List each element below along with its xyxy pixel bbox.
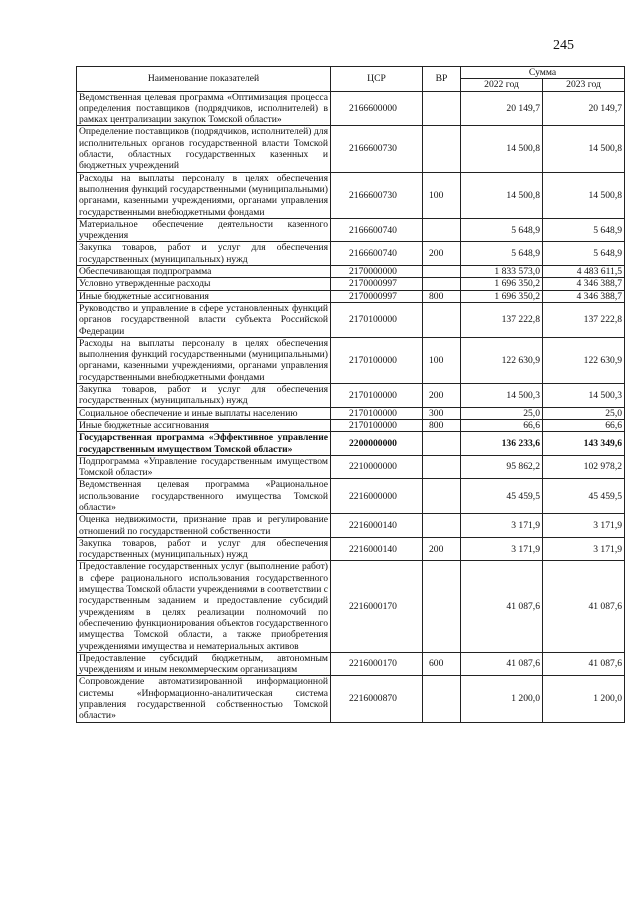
cell-csr: 2216000140 — [331, 514, 423, 538]
cell-2022: 25,0 — [461, 407, 543, 419]
cell-vr — [423, 302, 461, 337]
table-row — [77, 676, 625, 722]
header-name: Наименование показателей — [77, 67, 331, 92]
cell-csr: 2216000170 — [331, 561, 423, 652]
table-row — [77, 302, 625, 337]
cell-csr: 2166600740 — [331, 242, 423, 266]
table-row — [77, 218, 625, 242]
cell-name: Закупка товаров, работ и услуг для обеспечения государственных (муниципальных) нужд — [77, 537, 331, 561]
cell-vr: 600 — [423, 652, 461, 676]
cell-csr: 2216000870 — [331, 676, 423, 722]
cell-2022: 1 833 573,0 — [461, 266, 543, 278]
table-row — [77, 419, 625, 431]
cell-name: Государственная программа «Эффективное управление государственным имуществом Томской области» — [77, 432, 331, 456]
cell-vr: 200 — [423, 242, 461, 266]
header-year-2022: 2022 год — [461, 79, 543, 91]
cell-vr: 800 — [423, 290, 461, 302]
cell-name: Иные бюджетные ассигнования — [77, 419, 331, 431]
header-csr: ЦСР — [331, 67, 423, 92]
table-row — [77, 290, 625, 302]
cell-csr: 2210000000 — [331, 455, 423, 479]
cell-name: Руководство и управление в сфере установленных функций органов государственной власти субъекта Российской Федерации — [77, 302, 331, 337]
cell-2022: 1 696 350,2 — [461, 290, 543, 302]
table-row — [77, 455, 625, 479]
cell-2023: 137 222,8 — [543, 302, 625, 337]
header-year-2023: 2023 год — [543, 79, 625, 91]
cell-2022: 136 233,6 — [461, 432, 543, 456]
cell-2023: 1 200,0 — [543, 676, 625, 722]
cell-vr — [423, 676, 461, 722]
cell-csr: 2170000997 — [331, 290, 423, 302]
cell-name: Сопровождение автоматизированной информационной системы «Информационно-аналитическая система управления государственной собственностью Томской области» — [77, 676, 331, 722]
cell-name: Закупка товаров, работ и услуг для обеспечения государственных (муниципальных) нужд — [77, 384, 331, 408]
cell-name: Подпрограмма «Управление государственным имуществом Томской области» — [77, 455, 331, 479]
cell-2022: 122 630,9 — [461, 337, 543, 383]
cell-name: Социальное обеспечение и иные выплаты населению — [77, 407, 331, 419]
header-sum: Сумма — [461, 67, 625, 79]
cell-2022: 66,6 — [461, 419, 543, 431]
cell-2023: 4 346 388,7 — [543, 290, 625, 302]
cell-vr: 200 — [423, 537, 461, 561]
cell-csr: 2170100000 — [331, 337, 423, 383]
cell-name: Ведомственная целевая программа «Оптимизация процесса определения поставщиков (подрядчиков, исполнителей) в рамках централизации закупок Томской области» — [77, 91, 331, 126]
cell-csr: 2166600000 — [331, 91, 423, 126]
cell-name: Определение поставщиков (подрядчиков, исполнителей) для исполнительных органов государственной власти Томской области, областных государственных казенных и бюджетных учреждений — [77, 126, 331, 172]
header-vr: ВР — [423, 67, 461, 92]
cell-2023: 45 459,5 — [543, 479, 625, 514]
cell-csr: 2216000000 — [331, 479, 423, 514]
cell-2022: 3 171,9 — [461, 537, 543, 561]
cell-2023: 25,0 — [543, 407, 625, 419]
cell-vr: 100 — [423, 172, 461, 218]
cell-csr: 2170000000 — [331, 266, 423, 278]
cell-vr — [423, 278, 461, 290]
cell-2023: 143 349,6 — [543, 432, 625, 456]
cell-csr: 2166600730 — [331, 172, 423, 218]
cell-csr: 2170100000 — [331, 384, 423, 408]
cell-csr: 2170000997 — [331, 278, 423, 290]
cell-2022: 5 648,9 — [461, 218, 543, 242]
cell-vr: 300 — [423, 407, 461, 419]
table-header-row — [77, 67, 625, 79]
table-row — [77, 126, 625, 172]
cell-2022: 137 222,8 — [461, 302, 543, 337]
cell-vr — [423, 218, 461, 242]
table-row — [77, 537, 625, 561]
cell-vr — [423, 91, 461, 126]
table-row — [77, 479, 625, 514]
cell-name: Ведомственная целевая программа «Рациональное использование государственного имущества Томской области» — [77, 479, 331, 514]
table-row — [77, 407, 625, 419]
cell-2022: 95 862,2 — [461, 455, 543, 479]
cell-2022: 3 171,9 — [461, 514, 543, 538]
cell-2023: 14 500,8 — [543, 126, 625, 172]
table-row — [77, 278, 625, 290]
cell-2022: 14 500,8 — [461, 172, 543, 218]
cell-2023: 14 500,3 — [543, 384, 625, 408]
cell-vr: 200 — [423, 384, 461, 408]
table-row — [77, 432, 625, 456]
table-row — [77, 384, 625, 408]
cell-vr — [423, 479, 461, 514]
cell-2022: 20 149,7 — [461, 91, 543, 126]
cell-csr: 2216000140 — [331, 537, 423, 561]
cell-2023: 41 087,6 — [543, 652, 625, 676]
table-row — [77, 91, 625, 126]
cell-vr — [423, 514, 461, 538]
table-row — [77, 172, 625, 218]
cell-2023: 4 483 611,5 — [543, 266, 625, 278]
cell-2023: 3 171,9 — [543, 514, 625, 538]
cell-2023: 5 648,9 — [543, 218, 625, 242]
cell-2022: 41 087,6 — [461, 561, 543, 652]
cell-2022: 14 500,8 — [461, 126, 543, 172]
cell-csr: 2216000170 — [331, 652, 423, 676]
cell-vr — [423, 432, 461, 456]
cell-name: Условно утвержденные расходы — [77, 278, 331, 290]
cell-2023: 41 087,6 — [543, 561, 625, 652]
cell-2022: 5 648,9 — [461, 242, 543, 266]
cell-2022: 1 200,0 — [461, 676, 543, 722]
page-number: 245 — [553, 38, 574, 53]
cell-2022: 1 696 350,2 — [461, 278, 543, 290]
table-row — [77, 652, 625, 676]
cell-csr: 2170100000 — [331, 419, 423, 431]
cell-2023: 4 346 388,7 — [543, 278, 625, 290]
cell-2023: 20 149,7 — [543, 91, 625, 126]
budget-table — [76, 66, 625, 723]
cell-2023: 66,6 — [543, 419, 625, 431]
cell-csr: 2200000000 — [331, 432, 423, 456]
cell-name: Материальное обеспечение деятельности казенного учреждения — [77, 218, 331, 242]
table-row — [77, 242, 625, 266]
table-row — [77, 266, 625, 278]
cell-vr — [423, 266, 461, 278]
cell-2023: 14 500,8 — [543, 172, 625, 218]
cell-name: Обеспечивающая подпрограмма — [77, 266, 331, 278]
cell-2023: 5 648,9 — [543, 242, 625, 266]
cell-name: Иные бюджетные ассигнования — [77, 290, 331, 302]
cell-vr — [423, 455, 461, 479]
cell-name: Оценка недвижимости, признание прав и регулирование отношений по государственной собственности — [77, 514, 331, 538]
cell-name: Предоставление субсидий бюджетным, автономным учреждениям и иным некоммерческим организациям — [77, 652, 331, 676]
cell-vr — [423, 126, 461, 172]
cell-name: Закупка товаров, работ и услуг для обеспечения государственных (муниципальных) нужд — [77, 242, 331, 266]
cell-csr: 2170100000 — [331, 407, 423, 419]
table-row — [77, 514, 625, 538]
cell-name: Расходы на выплаты персоналу в целях обеспечения выполнения функций государственными (муниципальными) органами, казенными учреждениями, органами управления государственными внебюджетными фондами — [77, 172, 331, 218]
table-row — [77, 561, 625, 652]
cell-vr: 100 — [423, 337, 461, 383]
cell-name: Предоставление государственных услуг (выполнение работ) в сфере рационального использования государственного имущества Томской области учреждениями в соответствии с государственным заданием и предоставление субсидий учреждениям в целях реализации полномочий по обеспечению функционирования объектов государственного имущества Томской области, а также приобретения учреждениями имущества и нематериальных активов — [77, 561, 331, 652]
cell-2023: 102 978,2 — [543, 455, 625, 479]
cell-csr: 2170100000 — [331, 302, 423, 337]
cell-2022: 45 459,5 — [461, 479, 543, 514]
cell-name: Расходы на выплаты персоналу в целях обеспечения выполнения функций государственными (муниципальными) органами, казенными учреждениями, органами управления государственными внебюджетными фондами — [77, 337, 331, 383]
cell-csr: 2166600740 — [331, 218, 423, 242]
cell-2023: 122 630,9 — [543, 337, 625, 383]
cell-vr — [423, 561, 461, 652]
cell-2022: 14 500,3 — [461, 384, 543, 408]
cell-csr: 2166600730 — [331, 126, 423, 172]
cell-vr: 800 — [423, 419, 461, 431]
cell-2022: 41 087,6 — [461, 652, 543, 676]
cell-2023: 3 171,9 — [543, 537, 625, 561]
table-row — [77, 337, 625, 383]
